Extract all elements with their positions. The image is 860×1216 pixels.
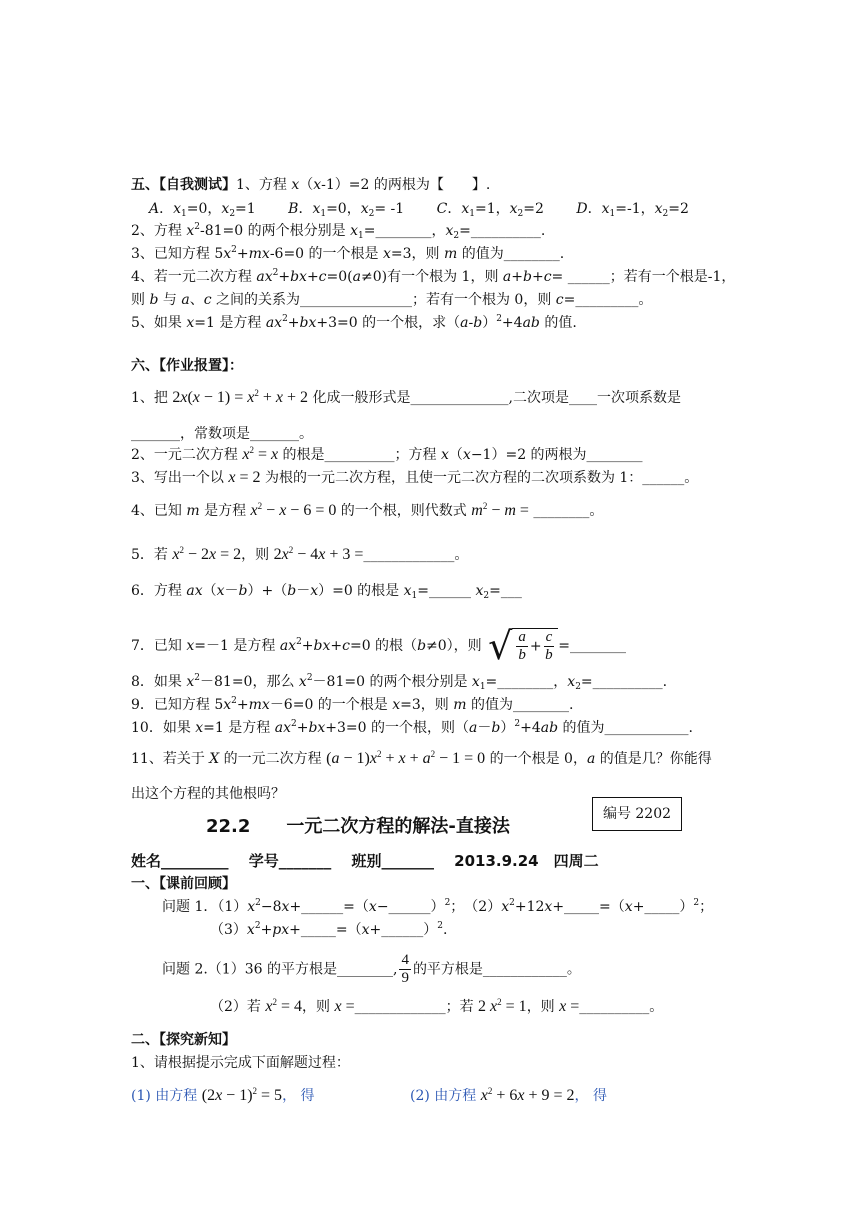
sec6-q4: 4、已知 m 是方程 $x^2 - x - 6 = 0$ 的一个根，则代数式 $m^2 - m$ = ________。 — [131, 501, 604, 519]
explore-task: 1、请根据提示完成下面解题过程： — [131, 1055, 350, 1071]
review-heading: 一、【课前回顾】 — [131, 876, 236, 892]
sec6-q8: 8．如果 $x^2-81=0$，那么 $x^2-81=0$ 的两个根分别是 $x_1=\_\_\_\_\_\_\_\_$，$x_2=\_\_\_\_\_\_\_\_\_\_$. — [131, 673, 668, 692]
sec6-q6: 6．方程 ax（x－b）+（b－x）=0 的根是 $x_1=\_\_\_\_\_\_$ $x_2=\_\_\_$ — [131, 583, 522, 601]
explore-step-1: (1) 由方程 $(2x - 1)^2 = 5$， 得 — [131, 1086, 315, 1104]
review-q2a: 问题 2.（1）36 的平方根是________, $\frac{4}{9}$ 的平方根是____________。 — [162, 952, 581, 986]
serial-number-box: 编号 2202 — [592, 797, 682, 831]
sec5-q3: 3、已知方程 $5x^2+mx-6=0$ 的一个根是 x=3，则 m 的值为________. — [131, 245, 565, 262]
sec6-q2: 2、一元二次方程 $x^2 = x$ 的根是__________；方程 x（x−1）=2 的两根为________ — [131, 445, 643, 463]
review-q1a: 问题 1．$(1)x^2-8x+\_\_\_\_\_\_=(x-\_\_\_\_\_\_)^2$； $(2)x^2+12x+\_\_\_\_\_=(x+\_\_\_\_\_)^2$； — [162, 898, 714, 915]
sec5-heading: 五、【自我测试】 — [131, 177, 236, 193]
sec6-q1a: 1、把 $2x(x - 1) = x^2 + x + 2$ 化成一般形式是______________,二次项是____一次项系数是 — [131, 388, 681, 406]
sec6-q11a: 11、若关于 X 的一元二次方程 $(a - 1)x^2 + x + a^2 - 1 = 0$ 的一个根是 0，a 的值是几？你能得 — [131, 749, 712, 767]
sec6-q1b: _______，常数项是_______。 — [131, 426, 313, 442]
sqrt-expression: √ $\frac{a}{b}$ + $\frac{c}{b}$ — [488, 626, 558, 666]
sec5-q4a: 4、若一元二次方程 $ax^2+bx+c=0(a\ne 0)$有一个根为 1，则 a+b+c= ______；若有一个根是-1， — [131, 268, 736, 285]
sec5-q2: 2、方程 $x^2-81=0$ 的两个根分别是 $x_1=\_\_\_\_\_\_\_\_$，$x_2=\_\_\_\_\_\_\_\_\_\_$. — [131, 222, 546, 241]
review-q2b: （2）若 $x^2 = 4$，则 x =_____________；若 2 $x^2 = 1$，则 x =__________。 — [210, 997, 664, 1015]
sec6-q7: 7．已知 x=－1 是方程 $ax^2+bx+c=0$ 的根（b≠0），则 √ $\frac{a}{b}$ + $\frac{c}{b}$ =________ — [131, 624, 626, 668]
sec6-heading: 六、【作业报置】： — [131, 358, 243, 374]
sec5-q5: 5、如果 x=1 是方程 $ax^2+bx+3=0$ 的一个根，求$(a-b)^2+4ab$ 的值. — [131, 314, 577, 331]
sec6-q11b: 出这个方程的其他根吗？ — [131, 786, 285, 802]
sec5-q1-line: 五、【自我测试】1、方程 x（x-1）=2 的两根为【 】. — [131, 177, 491, 193]
sec6-q9: 9．已知方程 $5x^2+mx-6=0$ 的一个根是 x=3，则 m 的值为________. — [131, 696, 574, 713]
sec5-q1-options: A．$x_1=0$，$x_2=1$ B．$x_1=0$，$x_2= -1$ C．$x_1=1$，$x_2=2$ D．$x_1=-1$，$x_2=2$ — [149, 201, 689, 219]
sec6-q10: 10．如果 x=1 是方程 $ax^2+bx+3=0$ 的一个根，则$(a-b)^2+4ab$ 的值为____________. — [131, 719, 693, 736]
lesson-title: 22.2 一元二次方程的解法-直接法 — [206, 816, 510, 837]
explore-heading: 二、【探究新知】 — [131, 1032, 236, 1048]
review-q1b: $(3)x^2+px+\_\_\_\_\_=(x+\_\_\_\_\_\_)^2$. — [210, 921, 448, 938]
sec6-q5: 5．若 $x^2 - 2x = 2$，则 $2x^2 - 4x + 3$ =_____________。 — [131, 545, 469, 563]
sec6-q3: 3、写出一个以 x = 2 为根的一元二次方程，且使一元二次方程的二次项系数为 1：______。 — [131, 469, 699, 486]
explore-step-2: (2) 由方程 $x^2 + 6x + 9 = 2$， 得 — [410, 1086, 607, 1104]
student-info-line: 姓名_________ 学号_______ 班别_______ 2013.9.24 四周二 — [131, 852, 599, 870]
sec5-q4b: 则 b 与 a、c 之间的关系为________________；若有一个根为 0，则 c=_________。 — [131, 292, 653, 308]
